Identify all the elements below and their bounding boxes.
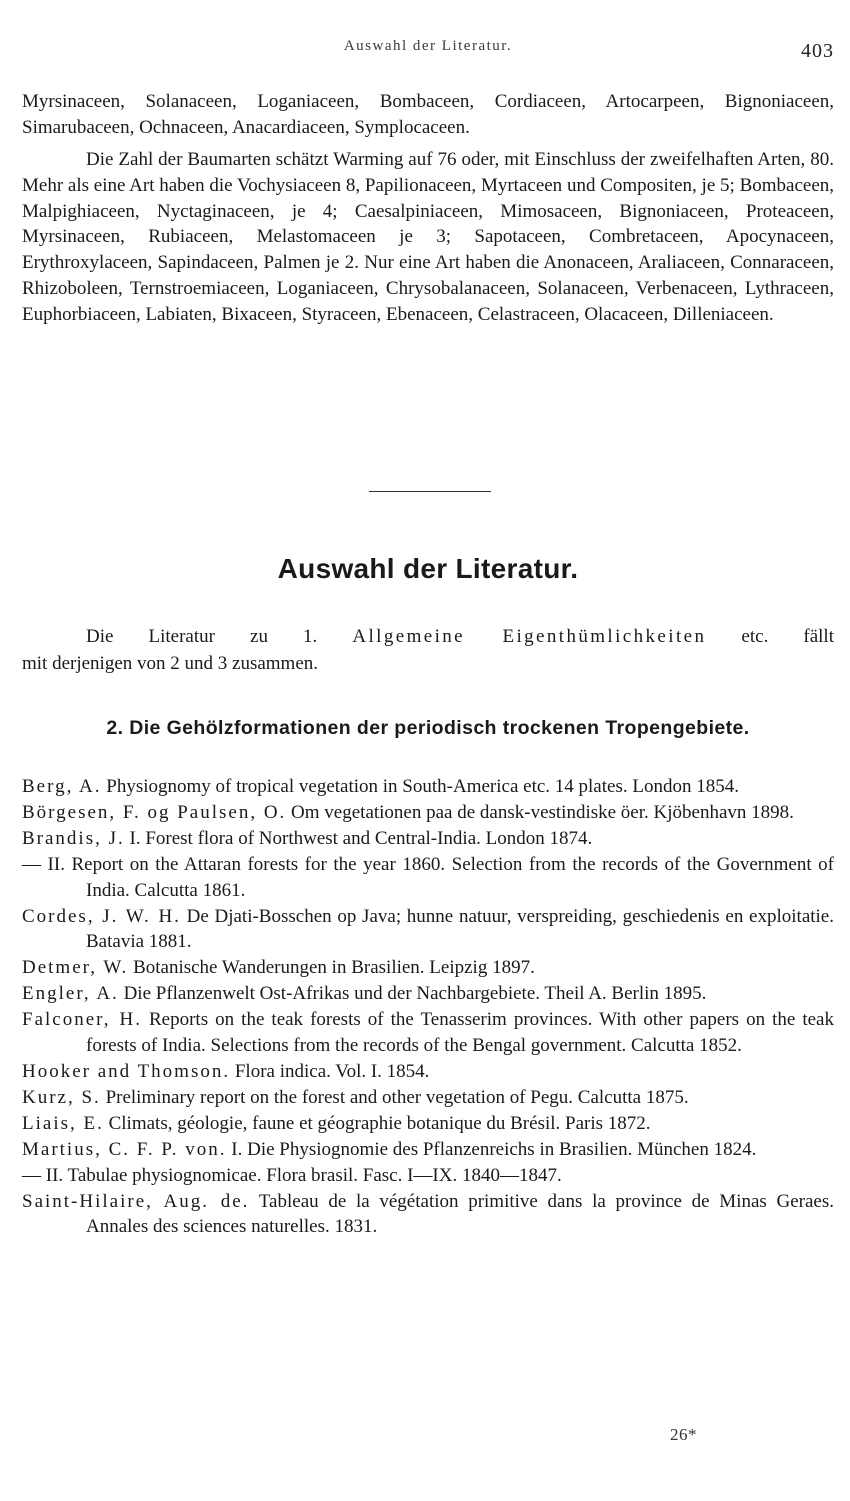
reference-author: Kurz, S. — [22, 1086, 101, 1108]
reference-text: Climats, géologie, faune et géographie botanique du Brésil. Paris 1872. — [103, 1112, 651, 1134]
section-divider — [369, 491, 491, 492]
paragraph-tree-species: Die Zahl der Baumarten schätzt Warming auf 76 oder, mit Einschluss der zweifelhaften Arten, 80. Mehr als eine Art haben die Vochysiaceen 8, Papilionaceen, Myrtaceen und Compositen, je 5; Bombaceen, Malpighiaceen, Nyctaginaceen, je 4; Caesalpiniaceen, Mimosaceen, Bignoniaceen, Proteaceen, Myrsinaceen, Rubiaceen, Melastomaceen je 3; Sapotaceen, Combretaceen, Apocynaceen, Erythroxylaceen, Sapindaceen, Palmen je 2. Nur eine Art haben die Anonaceen, Araliaceen, Connaraceen, Rhizoboleen, Ternstroemiaceen, Loganiaceen, Chrysobalanaceen, Solanaceen, Verbenaceen, Lythraceen, Euphorbiaceen, Labiaten, Bixaceen, Styraceen, Ebenaceen, Celastraceen, Olacaceen, Dilleniaceen. — [22, 149, 834, 325]
section-intro — [22, 623, 834, 677]
running-header — [22, 38, 834, 64]
reference-author: Cordes, J. W. H. — [22, 905, 181, 927]
reference-author: Brandis, J. — [22, 827, 125, 849]
reference-author: Martius, C. F. P. von. — [22, 1138, 227, 1160]
reference-text: Om vegetationen paa de dansk-vestindiske öer. Kjöbenhavn 1898. — [286, 801, 794, 823]
reference-text: Reports on the teak forests of the Tenasserim provinces. With other papers on the teak forests of India. Selections from the records of the Bengal government. Calcutta 1852. — [86, 1009, 834, 1057]
reference-entry — [22, 1189, 834, 1241]
reference-text: — II. Tabulae physiognomicae. Flora brasil. Fasc. I—IX. 1840—1847. — [22, 1164, 562, 1186]
reference-entry — [22, 852, 834, 904]
reference-text: Botanische Wanderungen in Brasilien. Leipzig 1897. — [128, 957, 535, 979]
reference-entry — [22, 981, 834, 1007]
reference-author: Berg, A. — [22, 776, 102, 797]
running-title: Auswahl der Literatur. — [343, 38, 513, 54]
reference-author: Saint-Hilaire, Aug. de. — [22, 1190, 250, 1212]
reference-text: I. Forest flora of Northwest and Central-India. London 1874. — [124, 827, 593, 849]
reference-author: Börgesen, F. og Paulsen, O. — [22, 801, 287, 823]
reference-entry — [22, 1059, 834, 1085]
intro-line-2: mit derjenigen von 2 und 3 zusammen. — [22, 653, 319, 674]
intro-text-b: etc. fällt — [706, 626, 834, 647]
reference-entry — [22, 800, 834, 826]
reference-text: Physiognomy of tropical vegetation in South-America etc. 14 plates. London 1854. — [101, 776, 739, 797]
reference-entry — [22, 904, 834, 956]
reference-text: De Djati-Bosschen op Java; hunne natuur, verspreiding, geschiedenis en exploitatie. Batavia 1881. — [86, 905, 834, 953]
reference-entry — [22, 1163, 834, 1189]
reference-entry — [22, 1085, 834, 1111]
reference-author: Falconer, H. — [22, 1009, 142, 1031]
reference-text: — II. Report on the Attaran forests for the year 1860. Selection from the records of the Government of India. Calcutta 1861. — [22, 853, 834, 901]
book-page — [22, 0, 834, 1501]
reference-list — [22, 774, 834, 1240]
reference-entry — [22, 955, 834, 981]
section-title: Auswahl der Literatur. — [277, 553, 579, 584]
reference-entry — [22, 774, 834, 800]
reference-author: Detmer, W. — [22, 957, 129, 979]
reference-entry — [22, 826, 834, 852]
reference-author: Engler, A. — [22, 983, 119, 1005]
reference-author: Hooker and Thomson. — [22, 1060, 231, 1082]
reference-text: Tableau de la végétation primitive dans la province de Minas Geraes. Annales des sciences naturelles. 1831. — [86, 1190, 834, 1238]
reference-text: Die Pflanzenwelt Ost-Afrikas und der Nachbargebiete. Theil A. Berlin 1895. — [118, 983, 707, 1005]
intro-text-a: Die Literatur zu 1. — [86, 626, 353, 647]
reference-entry — [22, 1137, 834, 1163]
intro-spaced-title: Allgemeine Eigenthümlichkeiten — [352, 626, 707, 647]
subsection-title: 2. Die Gehölzformationen der periodisch trockenen Tropengebiete. — [106, 717, 750, 739]
reference-author: Liais, E. — [22, 1112, 104, 1134]
sheet-signature: 26* — [670, 1425, 697, 1444]
reference-text: I. Die Physiognomie des Pflanzenreichs in Brasilien. München 1824. — [226, 1138, 757, 1160]
reference-entry — [22, 1111, 834, 1137]
intro-line-1 — [22, 623, 834, 650]
page-number: 403 — [801, 40, 834, 62]
reference-text: Preliminary report on the forest and other vegetation of Pegu. Calcutta 1875. — [100, 1086, 689, 1108]
paragraph-continued: Myrsinaceen, Solanaceen, Loganiaceen, Bombaceen, Cordiaceen, Artocarpeen, Bignoniaceen, Simarubaceen, Ochnaceen, Anacardiaceen, Symplocaceen. — [22, 91, 834, 138]
reference-text: Flora indica. Vol. I. 1854. — [230, 1060, 430, 1082]
reference-entry — [22, 1007, 834, 1059]
